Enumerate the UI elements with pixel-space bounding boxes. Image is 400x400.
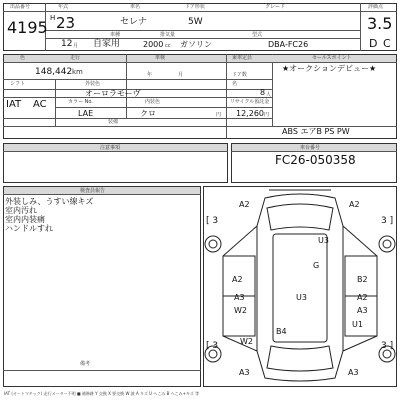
grade-label: グレード bbox=[265, 4, 286, 10]
equipment-value: ABS エアB PS PW bbox=[282, 127, 350, 136]
damage-mark: B4 bbox=[276, 327, 287, 336]
seats-label: 乗車定員 bbox=[232, 55, 253, 61]
exterior-score: C bbox=[383, 37, 391, 50]
report-line-3: 室内内装痛 bbox=[5, 215, 45, 224]
seats-value: 8 bbox=[260, 88, 266, 97]
fuel: ガソリン bbox=[180, 40, 212, 49]
mileage-unit: km bbox=[72, 68, 83, 76]
color-value: オーロラモーヴ bbox=[85, 89, 141, 98]
damage-mark: U1 bbox=[352, 320, 363, 329]
recycle-label: リサイクル預託金 bbox=[230, 99, 270, 105]
report-line-4: ハンドルすれ bbox=[5, 224, 53, 233]
yen-unit-1: 円 bbox=[216, 112, 222, 118]
month-unit: 月 bbox=[73, 43, 79, 49]
category-label: 車種 bbox=[110, 32, 121, 38]
damage-mark: G bbox=[313, 261, 320, 270]
inspector-label: 検査員報告 bbox=[80, 188, 106, 194]
damage-mark: W2 bbox=[234, 306, 247, 315]
report-line-1: 外装しみ、うすい線キズ bbox=[5, 197, 94, 206]
damage-mark: U3 bbox=[318, 236, 329, 245]
chassis-number: FC26-050358 bbox=[275, 153, 356, 167]
damage-mark: U3 bbox=[296, 293, 307, 302]
model-value: DBA-FC26 bbox=[268, 40, 309, 49]
wheel-mark: [ 3 bbox=[206, 341, 219, 351]
interior-score: D bbox=[369, 37, 378, 50]
damage-mark: A3 bbox=[348, 368, 359, 377]
doors-value: 5W bbox=[188, 17, 203, 27]
yen-unit-2: 円 bbox=[264, 112, 270, 118]
wheel-mark: 3 ] bbox=[381, 216, 394, 226]
registration-label: 車台番号 bbox=[300, 145, 321, 151]
color-number: LAE bbox=[78, 109, 94, 118]
damage-mark: B2 bbox=[357, 275, 368, 284]
inspection-month-unit: 月 bbox=[178, 72, 184, 78]
displacement-value: 2000 bbox=[143, 40, 164, 49]
year-label: 年式 bbox=[58, 4, 69, 10]
usage: 自家用 bbox=[93, 39, 121, 49]
month-value: 12 bbox=[61, 39, 73, 49]
seats-unit: 人 bbox=[266, 92, 272, 98]
color-label: 色 bbox=[20, 55, 26, 61]
ac-value: AC bbox=[33, 99, 47, 110]
score-value: 3.5 bbox=[367, 14, 393, 33]
shift-value: IAT bbox=[6, 99, 22, 110]
shift-label: シフト bbox=[10, 81, 26, 87]
equipment-label: 装備 bbox=[108, 119, 119, 125]
doors-header-label: ドア形状 bbox=[185, 4, 205, 10]
doors-label: ドア数 bbox=[232, 72, 247, 78]
era: H bbox=[50, 14, 56, 22]
score-label: 評価点 bbox=[368, 4, 384, 10]
damage-mark: W2 bbox=[240, 337, 253, 346]
year-value: 23 bbox=[56, 14, 76, 32]
mileage-value: 148,442 bbox=[35, 67, 73, 77]
lot-number: 4195 bbox=[7, 18, 48, 37]
damage-mark: A2 bbox=[239, 200, 250, 209]
damage-mark: A2 bbox=[232, 275, 243, 284]
inspection-year-unit: 年 bbox=[147, 72, 153, 78]
notice-label: 注意事項 bbox=[100, 145, 121, 151]
wheel-mark: [ 3 bbox=[206, 216, 219, 226]
model-label: 型式 bbox=[252, 32, 263, 38]
car-name: セレナ bbox=[120, 17, 148, 27]
damage-mark: A3 bbox=[357, 306, 368, 315]
remarks-label: 備考 bbox=[80, 361, 91, 367]
lot-label: 出品番号 bbox=[10, 4, 31, 10]
recycle-fee: 12,260 bbox=[236, 109, 264, 118]
footer-legend: IAT (オートマチック) 走行メーター不明 ■ 補修跡 Y 交換 X 要交換 W 波 A キズ U へこみ B へこみ+キズ 等 bbox=[4, 391, 200, 396]
damage-mark: A2 bbox=[349, 200, 360, 209]
auction-label: セールスポイント bbox=[312, 55, 352, 61]
damage-mark: A2 bbox=[357, 293, 368, 302]
wheel-mark: 3 ] bbox=[381, 341, 394, 351]
cc-unit: cc bbox=[165, 43, 171, 49]
auction-point: ★オークションデビュー★ bbox=[282, 64, 377, 73]
car-diagram bbox=[203, 186, 397, 387]
mileage-label: 走行 bbox=[70, 55, 81, 61]
colorname-label: 外装色 bbox=[85, 81, 101, 87]
interior-color: クロ bbox=[140, 109, 156, 118]
displacement-label: 排気量 bbox=[160, 32, 176, 38]
report-line-2: 室内汚れ bbox=[5, 206, 37, 215]
damage-mark: A3 bbox=[234, 293, 245, 302]
inspection-label: 車検 bbox=[155, 55, 166, 61]
seat-suffix: 名 bbox=[232, 81, 238, 87]
interior-color-label: 内装色 bbox=[145, 99, 161, 105]
damage-mark: A3 bbox=[239, 368, 250, 377]
car-name-label: 車名 bbox=[130, 4, 141, 10]
color-number-label: カラー No. bbox=[68, 99, 93, 105]
